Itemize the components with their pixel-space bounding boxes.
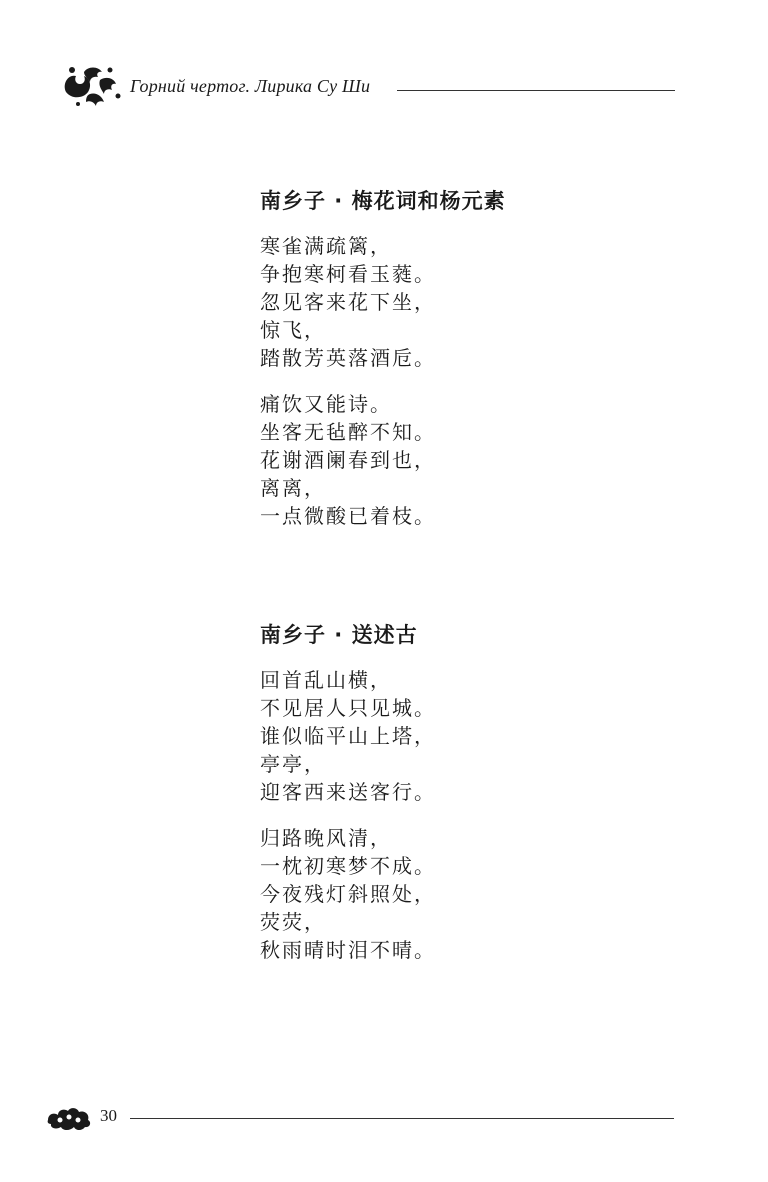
poem-title: 南乡子 · 送述古 bbox=[260, 623, 418, 647]
poem-line: 忽见客来花下坐， bbox=[260, 290, 436, 314]
poem-line: 回首乱山横， bbox=[260, 668, 392, 692]
poem-title: 南乡子 · 梅花词和杨元素 bbox=[260, 189, 506, 213]
poem-line: 不见居人只见城。 bbox=[260, 696, 436, 720]
poem-line: 迎客西来送客行。 bbox=[260, 780, 436, 804]
poem-line: 荧荧， bbox=[260, 910, 326, 934]
poem-line: 今夜残灯斜照处， bbox=[260, 882, 436, 906]
stanza bbox=[260, 824, 700, 964]
running-title: Горний чертог. Лирика Су Ши bbox=[130, 76, 371, 96]
stanza bbox=[260, 666, 700, 806]
header-rule bbox=[397, 90, 675, 91]
cloud-ornament-icon bbox=[44, 1102, 94, 1134]
page-number: 30 bbox=[100, 1106, 117, 1125]
poem-line: 秋雨晴时泪不晴。 bbox=[260, 938, 436, 962]
page-footer bbox=[44, 1100, 674, 1136]
poem-line: 亭亭， bbox=[260, 752, 326, 776]
poem-line: 寒雀满疏篱， bbox=[260, 234, 392, 258]
poem bbox=[260, 186, 700, 548]
poem-line: 争抱寒柯看玉蕤。 bbox=[260, 262, 436, 286]
poem-line: 踏散芳英落酒卮。 bbox=[260, 346, 436, 370]
poem-line: 一枕初寒梦不成。 bbox=[260, 854, 436, 878]
dragon-ornament-icon bbox=[60, 62, 122, 108]
poem-line: 谁似临平山上塔， bbox=[260, 724, 436, 748]
stanza bbox=[260, 390, 700, 530]
footer-rule bbox=[130, 1118, 674, 1119]
poem-line: 痛饮又能诗。 bbox=[260, 392, 392, 416]
poem bbox=[260, 620, 700, 982]
page-header bbox=[60, 62, 675, 108]
poem-line: 坐客无毡醉不知。 bbox=[260, 420, 436, 444]
poem-line: 一点微酸已着枝。 bbox=[260, 504, 436, 528]
poem-line: 花谢酒阑春到也， bbox=[260, 448, 436, 472]
poem-line: 离离， bbox=[260, 476, 326, 500]
stanza bbox=[260, 232, 700, 372]
poem-line: 归路晚风清， bbox=[260, 826, 392, 850]
poem-line: 惊飞， bbox=[260, 318, 326, 342]
